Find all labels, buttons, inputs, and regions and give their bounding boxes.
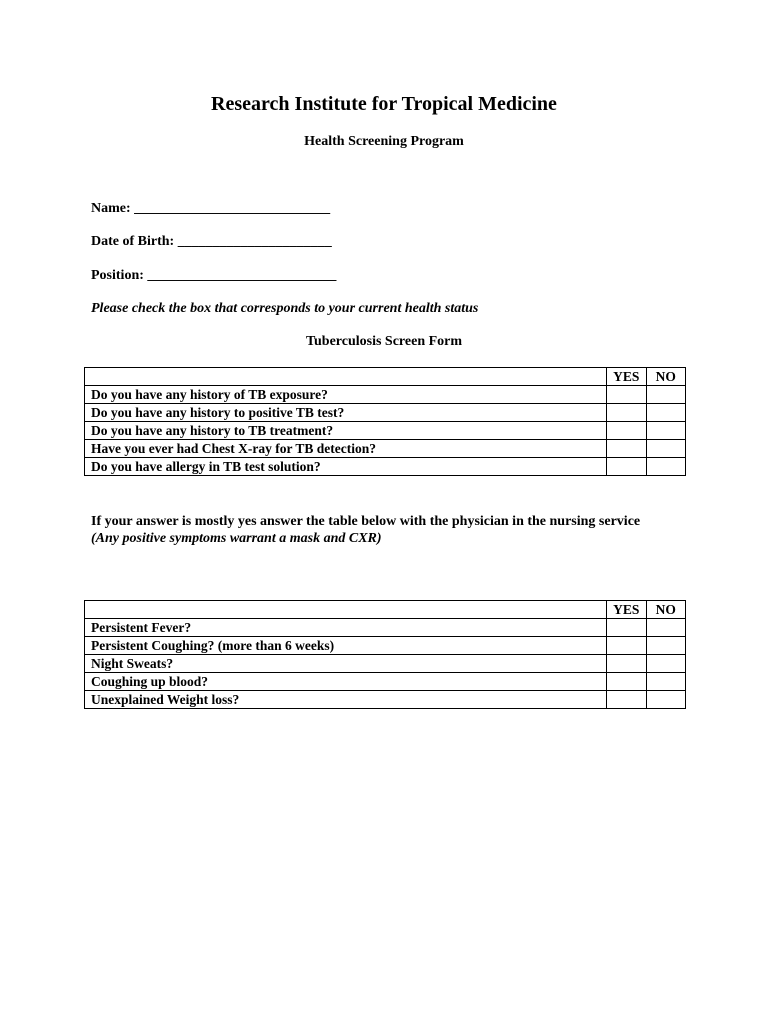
position-field: Position: ___________________________ bbox=[91, 268, 337, 283]
question-label: Have you ever had Chest X-ray for TB detection? bbox=[85, 440, 607, 458]
yes-checkbox-cell[interactable] bbox=[607, 619, 646, 637]
yes-checkbox-cell[interactable] bbox=[607, 691, 646, 709]
table-row bbox=[85, 386, 686, 404]
no-checkbox-cell[interactable] bbox=[646, 440, 685, 458]
no-column-header: NO bbox=[646, 601, 685, 619]
no-checkbox-cell[interactable] bbox=[646, 386, 685, 404]
table-row bbox=[85, 404, 686, 422]
no-checkbox-cell[interactable] bbox=[646, 458, 685, 476]
question-label: Do you have allergy in TB test solution? bbox=[85, 458, 607, 476]
no-checkbox-cell[interactable] bbox=[646, 655, 685, 673]
table-row bbox=[85, 440, 686, 458]
yes-checkbox-cell[interactable] bbox=[607, 440, 646, 458]
table-header-blank bbox=[85, 601, 607, 619]
yes-column-header: YES bbox=[607, 368, 646, 386]
date-of-birth-field: Date of Birth: ______________________ bbox=[91, 234, 332, 249]
no-checkbox-cell[interactable] bbox=[646, 619, 685, 637]
symptom-label: Persistent Coughing? (more than 6 weeks) bbox=[85, 637, 607, 655]
name-field: Name: ____________________________ bbox=[91, 201, 331, 216]
symptom-label: Coughing up blood? bbox=[85, 673, 607, 691]
table-header-row bbox=[85, 368, 686, 386]
followup-note bbox=[91, 513, 651, 547]
symptom-label: Night Sweats? bbox=[85, 655, 607, 673]
table-row bbox=[85, 619, 686, 637]
symptom-label: Unexplained Weight loss? bbox=[85, 691, 607, 709]
tb-screen-table bbox=[84, 367, 686, 476]
yes-column-header: YES bbox=[607, 601, 646, 619]
table-row bbox=[85, 458, 686, 476]
no-checkbox-cell[interactable] bbox=[646, 637, 685, 655]
yes-checkbox-cell[interactable] bbox=[607, 386, 646, 404]
no-checkbox-cell[interactable] bbox=[646, 422, 685, 440]
table-header-blank bbox=[85, 368, 607, 386]
table-row bbox=[85, 673, 686, 691]
yes-checkbox-cell[interactable] bbox=[607, 673, 646, 691]
table-row bbox=[85, 637, 686, 655]
question-label: Do you have any history to positive TB test? bbox=[85, 404, 607, 422]
yes-checkbox-cell[interactable] bbox=[607, 655, 646, 673]
symptom-label: Persistent Fever? bbox=[85, 619, 607, 637]
table-row bbox=[85, 655, 686, 673]
page-title: Research Institute for Tropical Medicine bbox=[211, 93, 557, 115]
tb-form-title: Tuberculosis Screen Form bbox=[305, 334, 463, 349]
no-column-header: NO bbox=[646, 368, 685, 386]
followup-instruction: If your answer is mostly yes answer the table below with the physician in the nursing service bbox=[91, 514, 641, 529]
yes-checkbox-cell[interactable] bbox=[607, 422, 646, 440]
yes-checkbox-cell[interactable] bbox=[607, 458, 646, 476]
no-checkbox-cell[interactable] bbox=[646, 691, 685, 709]
table-header-row bbox=[85, 601, 686, 619]
followup-warning: (Any positive symptoms warrant a mask and CXR) bbox=[91, 531, 382, 546]
page-subtitle: Health Screening Program bbox=[304, 134, 464, 149]
no-checkbox-cell[interactable] bbox=[646, 673, 685, 691]
yes-checkbox-cell[interactable] bbox=[607, 637, 646, 655]
symptoms-table bbox=[84, 600, 686, 709]
yes-checkbox-cell[interactable] bbox=[607, 404, 646, 422]
question-label: Do you have any history of TB exposure? bbox=[85, 386, 607, 404]
table-row bbox=[85, 691, 686, 709]
instruction-text: Please check the box that corresponds to your current health status bbox=[91, 301, 479, 316]
table-row bbox=[85, 422, 686, 440]
question-label: Do you have any history to TB treatment? bbox=[85, 422, 607, 440]
no-checkbox-cell[interactable] bbox=[646, 404, 685, 422]
